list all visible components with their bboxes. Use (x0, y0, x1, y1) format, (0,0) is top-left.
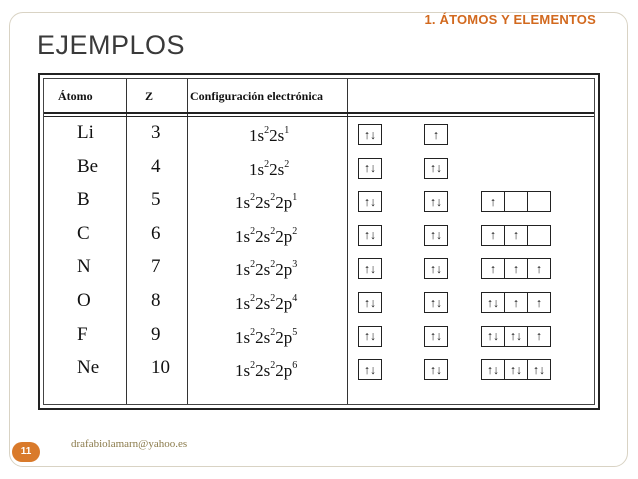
orbital-box-group (358, 225, 382, 246)
electron-configuration (235, 294, 297, 314)
spin-arrow-icon: ↑↓ (430, 160, 442, 176)
spin-arrow-icon: ↑↓ (487, 362, 499, 378)
electron-count: 2 (264, 158, 270, 170)
electron-count: 2 (270, 225, 276, 237)
electron-configuration (235, 361, 297, 381)
electron-count: 2 (250, 293, 256, 304)
spin-arrow-icon: ↑↓ (510, 362, 522, 378)
subshell-label: 2s (269, 159, 285, 179)
electron-spin-arrows (504, 225, 528, 246)
electron-count: 2 (250, 225, 256, 237)
spin-arrow-icon: ↑↓ (364, 194, 376, 210)
atomic-number: 6 (151, 222, 161, 244)
electron-spin-arrows (481, 258, 505, 279)
spin-arrow-icon: ↑↓ (430, 227, 442, 243)
table-row (44, 324, 594, 357)
electron-count: 2 (250, 192, 256, 204)
spin-arrow-icon: ↑ (513, 295, 519, 310)
element-symbol: Ne (77, 357, 100, 379)
author-email: drafabiolamarn@yahoo.es (71, 438, 188, 450)
electron-configuration (249, 126, 289, 146)
electron-spin-arrows (527, 359, 551, 380)
element-symbol: B (77, 189, 90, 211)
orbital-box-group (358, 158, 382, 179)
subshell-label: 1s (235, 327, 251, 347)
empty-orbital-box (527, 191, 551, 212)
electron-spin-arrows (504, 359, 528, 380)
electron-count: 3 (292, 259, 298, 271)
atomic-number: 8 (151, 290, 161, 311)
slide-title: EJEMPLOS (37, 30, 186, 60)
spin-arrow-icon: ↑↓ (364, 362, 376, 378)
orbital-box-group (424, 258, 448, 279)
electron-spin-arrows (527, 258, 551, 279)
electron-count: 2 (270, 192, 276, 204)
orbital-box-group (424, 158, 448, 179)
spin-arrow-icon: ↑ (513, 227, 519, 243)
electron-spin-arrows (424, 225, 448, 246)
subshell-label: 1s (235, 361, 251, 381)
spin-arrow-icon: ↑ (536, 295, 542, 310)
electron-configuration (249, 160, 289, 180)
subshell-label: 1s (249, 159, 265, 179)
spin-arrow-icon: ↑ (536, 328, 542, 344)
spin-arrow-icon: ↑ (536, 261, 542, 277)
electron-spin-arrows (358, 359, 382, 380)
electron-spin-arrows (358, 326, 382, 347)
electron-count: 4 (292, 293, 298, 304)
header-z: Z (145, 89, 154, 103)
electron-count: 2 (250, 259, 256, 271)
table-row (44, 290, 594, 323)
subshell-label: 2p (275, 361, 293, 381)
electron-count: 2 (284, 158, 290, 170)
header-atom: Átomo (58, 89, 93, 103)
table-row (44, 256, 594, 289)
subshell-label: 1s (235, 226, 251, 246)
orbital-box-group (424, 359, 448, 380)
electron-spin-arrows (424, 359, 448, 380)
electron-configuration (235, 260, 297, 280)
electron-spin-arrows (358, 225, 382, 246)
header-separator (44, 116, 594, 117)
subshell-label: 2s (255, 361, 271, 381)
orbital-box-group (358, 326, 382, 347)
electron-config-table (38, 73, 600, 410)
electron-spin-arrows (424, 292, 448, 313)
electron-count: 1 (292, 192, 298, 204)
spin-arrow-icon: ↑↓ (364, 160, 376, 176)
spin-arrow-icon: ↑↓ (364, 261, 376, 277)
spin-arrow-icon: ↑↓ (487, 328, 499, 344)
electron-count: 6 (292, 360, 298, 372)
electron-spin-arrows (504, 326, 528, 347)
table-row (44, 156, 594, 189)
electron-spin-arrows (424, 258, 448, 279)
electron-count: 2 (250, 326, 256, 338)
spin-arrow-icon: ↑ (490, 227, 496, 243)
electron-spin-arrows (481, 191, 505, 212)
element-symbol: N (77, 256, 91, 278)
electron-count: 2 (250, 360, 256, 372)
electron-spin-arrows (424, 124, 448, 145)
empty-orbital-box (504, 191, 528, 212)
atomic-number: 4 (151, 155, 161, 177)
electron-count: 2 (264, 125, 270, 136)
subshell-label: 2p (275, 294, 293, 313)
electron-count: 2 (270, 293, 276, 304)
orbital-box-group (358, 191, 382, 212)
electron-count: 2 (270, 259, 276, 271)
subshell-label: 2p (275, 327, 293, 347)
subshell-label: 1s (235, 260, 251, 280)
element-symbol: O (77, 290, 91, 311)
spin-arrow-icon: ↑↓ (533, 362, 545, 378)
table-row (44, 122, 594, 155)
orbital-box-group (481, 359, 551, 380)
spin-arrow-icon: ↑↓ (430, 261, 442, 277)
electron-spin-arrows (481, 292, 505, 313)
electron-spin-arrows (358, 292, 382, 313)
spin-arrow-icon: ↑ (490, 194, 496, 210)
electron-spin-arrows (424, 326, 448, 347)
electron-count: 1 (284, 125, 290, 136)
table-inner-border (43, 78, 595, 405)
electron-spin-arrows (481, 326, 505, 347)
subshell-label: 2s (255, 294, 271, 313)
orbital-box-group (481, 258, 551, 279)
electron-spin-arrows (481, 359, 505, 380)
electron-spin-arrows (504, 258, 528, 279)
subshell-label: 1s (249, 126, 265, 145)
spin-arrow-icon: ↑↓ (487, 295, 499, 310)
orbital-box-group (358, 359, 382, 380)
subshell-label: 1s (235, 193, 251, 213)
electron-spin-arrows (504, 292, 528, 313)
element-symbol: Be (77, 155, 99, 177)
page-number-badge: 11 (12, 442, 40, 462)
subshell-label: 1s (235, 294, 251, 313)
electron-count: 2 (292, 225, 298, 237)
subshell-label: 2p (275, 226, 293, 246)
spin-arrow-icon: ↑ (433, 127, 439, 142)
electron-spin-arrows (358, 191, 382, 212)
spin-arrow-icon: ↑↓ (430, 328, 442, 344)
spin-arrow-icon: ↑↓ (430, 295, 442, 310)
orbital-box-group (481, 326, 551, 347)
element-symbol: Li (77, 122, 94, 143)
electron-count: 5 (292, 326, 298, 338)
spin-arrow-icon: ↑↓ (510, 328, 522, 344)
empty-orbital-box (527, 225, 551, 246)
electron-spin-arrows (527, 326, 551, 347)
orbital-box-group (424, 124, 448, 145)
orbital-box-group (358, 292, 382, 313)
electron-count: 2 (270, 326, 276, 338)
subshell-label: 2p (275, 260, 293, 280)
orbital-box-group (358, 258, 382, 279)
electron-configuration (235, 227, 297, 247)
element-symbol: F (77, 323, 88, 345)
subshell-label: 2s (269, 126, 285, 145)
atomic-number: 10 (151, 357, 170, 379)
atomic-number: 5 (151, 189, 161, 211)
orbital-box-group (424, 292, 448, 313)
spin-arrow-icon: ↑↓ (364, 295, 376, 310)
electron-spin-arrows (358, 158, 382, 179)
table-row (44, 189, 594, 222)
header-config: Configuración electrónica (190, 89, 323, 103)
orbital-box-group (424, 326, 448, 347)
electron-spin-arrows (481, 225, 505, 246)
table-row (44, 223, 594, 256)
subshell-label: 2s (255, 193, 271, 213)
atomic-number: 3 (151, 122, 161, 143)
subshell-label: 2s (255, 327, 271, 347)
electron-configuration (235, 193, 297, 213)
spin-arrow-icon: ↑↓ (364, 328, 376, 344)
section-title: 1. ÁTOMOS Y ELEMENTOS (424, 12, 596, 27)
spin-arrow-icon: ↑↓ (430, 194, 442, 210)
spin-arrow-icon: ↑↓ (430, 362, 442, 378)
electron-spin-arrows (424, 158, 448, 179)
table-row (44, 357, 594, 390)
electron-count: 2 (270, 360, 276, 372)
orbital-box-group (358, 124, 382, 145)
electron-spin-arrows (358, 258, 382, 279)
atomic-number: 9 (151, 323, 161, 345)
subshell-label: 2s (255, 226, 271, 246)
spin-arrow-icon: ↑ (513, 261, 519, 277)
header-separator (44, 112, 594, 114)
orbital-box-group (481, 292, 551, 313)
subshell-label: 2s (255, 260, 271, 280)
orbital-box-group (424, 225, 448, 246)
orbital-box-group (481, 225, 551, 246)
spin-arrow-icon: ↑↓ (364, 127, 376, 142)
electron-configuration (235, 328, 297, 348)
subshell-label: 2p (275, 193, 293, 213)
electron-spin-arrows (424, 191, 448, 212)
electron-spin-arrows (527, 292, 551, 313)
spin-arrow-icon: ↑ (490, 261, 496, 277)
spin-arrow-icon: ↑↓ (364, 227, 376, 243)
electron-spin-arrows (358, 124, 382, 145)
orbital-box-group (424, 191, 448, 212)
element-symbol: C (77, 222, 90, 244)
orbital-box-group (481, 191, 551, 212)
atomic-number: 7 (151, 256, 161, 278)
